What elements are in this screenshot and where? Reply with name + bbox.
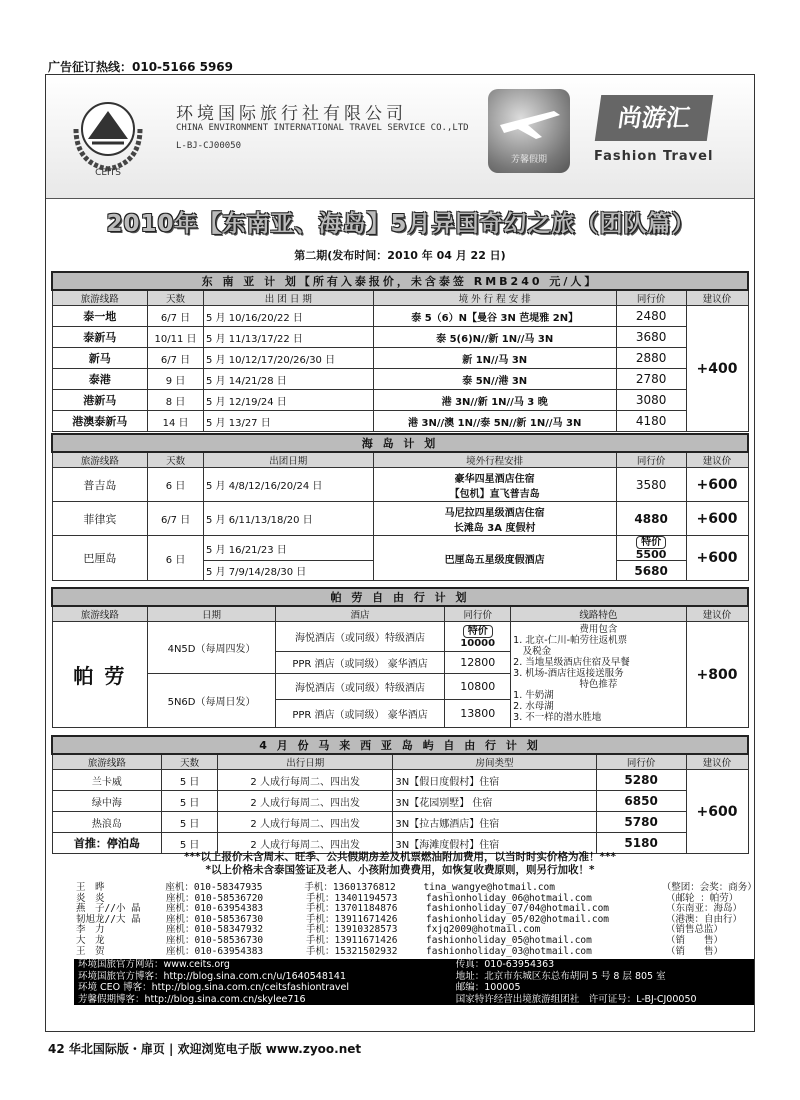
contact-row: 王 贺 座机：010-63954383 手机：15321502932 fashionholiday_03@hotmail.com （销 售） xyxy=(76,945,724,957)
email-link[interactable]: fashionholiday_07/04@hotmail.com xyxy=(426,903,610,915)
dates-cell: 5 月 13/27 日 xyxy=(204,411,374,432)
emblem-text: CEITS xyxy=(95,168,121,177)
feature-title-2: 特色推荐 xyxy=(579,679,618,690)
table-row xyxy=(52,369,748,390)
malaysia-table xyxy=(51,735,749,854)
contact-row: 李 力 座机：010-58347932 手机：13910328573 fxjq2009@hotmail.com （销售总监） xyxy=(76,924,724,936)
plan-cell: 巴厘岛五星级度假酒店 xyxy=(373,536,616,581)
col-dates: 出 团 日 期 xyxy=(204,290,374,306)
route-cell: 泰新马 xyxy=(52,327,148,348)
route-cell: 港澳泰新马 xyxy=(52,411,148,432)
col-days: 天数 xyxy=(148,290,204,306)
days-cell: 6/7 日 xyxy=(148,502,204,536)
island-table xyxy=(51,433,749,581)
table-row xyxy=(52,327,748,348)
fashion-logo-cn: 尚游汇 xyxy=(595,95,713,141)
dates-cell: 2 人成行每周二、四出发 xyxy=(218,770,393,791)
col-route: 旅游线路 xyxy=(52,452,148,468)
days-cell: 14 日 xyxy=(148,411,204,432)
route-cell: 帕 劳 xyxy=(52,622,148,728)
col-date: 日期 xyxy=(148,606,276,622)
ceo-blog-link[interactable]: 环境 CEO 博客：http://blog.sina.com.cn/ceitsfashiontravel xyxy=(78,982,350,993)
issue-date: 第二期(发布时间：2010 年 04 月 22 日) xyxy=(294,249,506,262)
suggest-cell: +600 xyxy=(686,770,748,854)
price-cell: 2880 xyxy=(616,348,686,369)
sea-header-row xyxy=(52,290,748,306)
route-cell: 普吉岛 xyxy=(52,468,148,502)
table-row xyxy=(52,348,748,369)
contact-list xyxy=(76,883,756,957)
hotel-cell: 海悦酒店（或同级）特级酒店 xyxy=(275,622,444,652)
col-route: 旅游线路 xyxy=(52,606,148,622)
col-suggest: 建议价 xyxy=(686,452,748,468)
days-cell: 5 日 xyxy=(162,791,218,812)
special-tag: 特价 xyxy=(463,625,493,638)
plan-cell: 新 1N//马 3N xyxy=(373,348,616,369)
page-title: 2010年【东南亚、海岛】5月异国奇幻之旅（团队篇） xyxy=(106,211,696,237)
palau-header-row xyxy=(52,606,748,622)
route-cell: 绿中海 xyxy=(52,791,162,812)
ceits-emblem-icon xyxy=(62,89,154,177)
col-suggest: 建议价 xyxy=(686,290,748,306)
feature-title: 费用包含 xyxy=(579,624,618,635)
sea-table xyxy=(51,271,749,432)
header-banner xyxy=(46,75,754,199)
suggest-cell: +800 xyxy=(686,622,748,728)
table-row xyxy=(52,468,748,502)
col-dates: 出团日期 xyxy=(204,452,374,468)
airplane-icon xyxy=(488,89,570,149)
col-price: 同行价 xyxy=(596,754,686,770)
route-cell: 菲律宾 xyxy=(52,502,148,536)
contact-row: 大 龙 座机：010-58536730 手机：13911671426 fashionholiday_05@hotmail.com （销 售） xyxy=(76,934,724,946)
table-row xyxy=(52,502,748,536)
company-name-cn: 环境国际旅行社有限公司 xyxy=(176,104,407,124)
days-cell: 5 日 xyxy=(162,833,218,854)
dates-cell: 5 月 14/21/28 日 xyxy=(204,369,374,390)
email-link[interactable]: fashionholiday_05/02@hotmail.com xyxy=(426,913,610,925)
email-link[interactable]: fashionholiday_05@hotmail.com xyxy=(426,934,592,946)
holiday-blog-link[interactable]: 芳馨假期博客：http://blog.sina.com.cn/skylee716 xyxy=(78,993,306,1005)
table-row xyxy=(52,306,748,327)
dates-cell: 5 月 12/19/24 日 xyxy=(204,390,374,411)
price-cell: 5780 xyxy=(596,812,686,833)
sea-section-title: 东 南 亚 计 划【所有入泰报价，未含泰签 RMB240 元/人】 xyxy=(52,272,748,290)
days-cell: 6/7 日 xyxy=(148,306,204,327)
company-license: L-BJ-CJ00050 xyxy=(176,141,242,151)
dates-cell: 5 月 4/8/12/16/20/24 日 xyxy=(204,468,374,502)
price-cell: 2780 xyxy=(616,369,686,390)
col-room: 房间类型 xyxy=(393,754,596,770)
island-section-title: 海 岛 计 划 xyxy=(52,434,748,452)
price-cell: 5680 xyxy=(616,561,686,581)
company-name-en: CHINA ENVIRONMENT INTERNATIONAL TRAVEL SERVICE CO.,LTD xyxy=(176,123,469,133)
route-cell: 泰一地 xyxy=(52,306,148,327)
days-cell: 6 日 xyxy=(148,468,204,502)
malaysia-section-title: 4 月 份 马 来 西 亚 岛 屿 自 由 行 计 划 xyxy=(52,736,748,754)
price-cell: 3580 xyxy=(616,468,686,502)
col-days: 天数 xyxy=(162,754,218,770)
price-cell: 3080 xyxy=(616,390,686,411)
contact-row: 炎 炎 座机：010-58536720 手机：13401194573 fashionholiday_06@hotmail.com （邮轮 ：帕劳） xyxy=(76,892,739,904)
email-link[interactable]: fashionholiday_03@hotmail.com xyxy=(426,945,592,957)
price-cell: 12800 xyxy=(445,652,511,674)
ad-hotline: 广告征订热线：010-5166 5969 xyxy=(48,60,234,74)
dates-cell: 5 月 16/21/23 日 xyxy=(204,536,374,561)
hotel-cell: 海悦酒店（或同级）特级酒店 xyxy=(275,674,444,700)
email-link[interactable]: fxjq2009@hotmail.com xyxy=(426,924,541,936)
palau-section-title: 帕 劳 自 由 行 计 划 xyxy=(52,588,748,606)
date-cell: 5N6D（每周日发） xyxy=(148,674,276,728)
col-price: 同行价 xyxy=(445,606,511,622)
days-cell: 5 日 xyxy=(162,812,218,833)
price-cell: 5280 xyxy=(596,770,686,791)
price-cell: 10800 xyxy=(445,674,511,700)
fax-text: 传真：010-63954363 xyxy=(455,959,555,970)
dates-cell: 2 人成行每周二、四出发 xyxy=(218,812,393,833)
col-route: 旅游线路 xyxy=(52,754,162,770)
route-cell: 新马 xyxy=(52,348,148,369)
holiday-badge-logo xyxy=(488,89,570,173)
route-cell: 巴厘岛 xyxy=(52,536,148,581)
col-suggest: 建议价 xyxy=(686,754,748,770)
route-cell: 港新马 xyxy=(52,390,148,411)
col-plan: 境外行程安排 xyxy=(373,452,616,468)
plan-cell: 泰 5(6)N//新 1N//马 3N xyxy=(373,327,616,348)
dates-cell: 5 月 6/11/13/18/20 日 xyxy=(204,502,374,536)
col-hotel: 酒店 xyxy=(275,606,444,622)
dates-cell: 5 月 10/12/17/20/26/30 日 xyxy=(204,348,374,369)
price-cell: 5180 xyxy=(596,833,686,854)
contact-row: 燕 子//小 晶 座机：010-63954383 手机：13701184876 fashionholiday_07/04@hotmail.com （东南亚：海岛） xyxy=(76,903,743,915)
suggest-cell: +600 xyxy=(686,536,748,581)
route-cell: 泰港 xyxy=(52,369,148,390)
address-text: 地址：北京市东城区东总布胡同 5 号 8 层 805 室 xyxy=(455,970,666,982)
table-row xyxy=(52,791,748,812)
route-cell: 兰卡威 xyxy=(52,770,162,791)
dates-cell: 5 月 11/13/17/22 日 xyxy=(204,327,374,348)
room-cell: 3N【海滩度假村】住宿 xyxy=(393,833,596,854)
col-suggest: 建议价 xyxy=(686,606,748,622)
feature-cell: 费用包含 1. 北京-仁川-帕劳往返机票 及税金 2. 当地星级酒店住宿及早餐 3. 机场-酒店往返接送服务 特色推荐 1. 牛奶湖 2. 水母湖 3. 不一样的潜水胜地 xyxy=(511,622,686,728)
room-cell: 3N【拉古娜酒店】住宿 xyxy=(393,812,596,833)
plan-cell: 泰 5N//港 3N xyxy=(373,369,616,390)
plan-cell: 豪华四星酒店住宿 【包机】直飞普吉岛 xyxy=(373,468,616,502)
price-cell: 特价 10000 xyxy=(445,622,511,652)
page-footer: 42 华北国际版・扉页 | 欢迎浏览电子版 www.zyoo.net xyxy=(48,1042,362,1056)
dates-cell: 5 月 10/16/20/22 日 xyxy=(204,306,374,327)
flyer-frame xyxy=(45,74,755,1032)
fashion-logo-en: Fashion Travel xyxy=(594,149,714,164)
email-link[interactable]: fashionholiday_06@hotmail.com xyxy=(426,892,592,904)
days-cell: 10/11 日 xyxy=(148,327,204,348)
plan-cell: 港 3N//澳 1N//泰 5N//新 1N//马 3N xyxy=(373,411,616,432)
hotel-cell: PPR 酒店（或同级） 豪华酒店 xyxy=(275,652,444,674)
table-row xyxy=(52,622,748,652)
table-row xyxy=(52,411,748,432)
days-cell: 6 日 xyxy=(148,536,204,581)
plan-cell: 港 3N//新 1N//马 3 晚 xyxy=(373,390,616,411)
hotel-cell: PPR 酒店（或同级） 豪华酒店 xyxy=(275,700,444,728)
table-row xyxy=(52,770,748,791)
col-route: 旅游线路 xyxy=(52,290,148,306)
email-link[interactable]: tina_wangye@hotmail.com xyxy=(423,882,555,893)
contact-row: 王 晔 座机：010-58347935 手机：13601376812 tina_wangye@hotmail.com （整团：会奖：商务） xyxy=(76,882,757,893)
postcode-text: 邮编：100005 xyxy=(455,982,521,993)
col-price: 同行价 xyxy=(616,290,686,306)
table-row xyxy=(52,812,748,833)
route-cell: 热浪岛 xyxy=(52,812,162,833)
room-cell: 3N【花园别墅】 住宿 xyxy=(393,791,596,812)
special-tag: 特价 xyxy=(636,536,666,549)
days-cell: 9 日 xyxy=(148,369,204,390)
col-dates: 出行日期 xyxy=(218,754,393,770)
suggest-cell: +400 xyxy=(686,306,748,432)
holiday-badge-text: 芳馨假期 xyxy=(510,155,547,165)
malaysia-header-row xyxy=(52,754,748,770)
table-row xyxy=(52,536,748,561)
price-cell: 6850 xyxy=(596,791,686,812)
price-cell: 4880 xyxy=(616,502,686,536)
palau-table xyxy=(51,587,749,728)
room-cell: 3N【假日度假村】住宿 xyxy=(393,770,596,791)
island-header-row xyxy=(52,452,748,468)
col-days: 天数 xyxy=(148,452,204,468)
dates-cell: 5 月 7/9/14/28/30 日 xyxy=(204,561,374,581)
price-cell: 2480 xyxy=(616,306,686,327)
route-cell: 首推：停泊岛 xyxy=(52,833,162,854)
days-cell: 6/7 日 xyxy=(148,348,204,369)
price-cell: 4180 xyxy=(616,411,686,432)
website-link[interactable]: 环境国旅官方网站：www.ceits.org xyxy=(78,959,230,970)
footer-info-bar xyxy=(74,959,754,1005)
dates-cell: 2 人成行每周二、四出发 xyxy=(218,791,393,812)
price-cell: 3680 xyxy=(616,327,686,348)
price-cell: 13800 xyxy=(445,700,511,728)
fashion-travel-logo xyxy=(590,89,720,179)
license-text: 国家特许经营出境旅游组团社 许可证号：L-BJ-CJ00050 xyxy=(455,993,697,1005)
plan-cell: 马尼拉四星级酒店住宿 长滩岛 3A 度假村 xyxy=(373,502,616,536)
date-cell: 4N5D（每周四发） xyxy=(148,622,276,674)
dates-cell: 2 人成行每周二、四出发 xyxy=(218,833,393,854)
days-cell: 8 日 xyxy=(148,390,204,411)
suggest-cell: +600 xyxy=(686,468,748,502)
price-cell: 特价 5500 xyxy=(616,536,686,561)
suggest-cell: +600 xyxy=(686,502,748,536)
table-row xyxy=(52,390,748,411)
contact-row: 韧旭龙//大 晶 座机：010-58536730 手机：13911671426 fashionholiday_05/02@hotmail.com （港澳：自由行） xyxy=(76,913,743,925)
days-cell: 5 日 xyxy=(162,770,218,791)
plan-cell: 泰 5（6）N【曼谷 3N 芭堤雅 2N】 xyxy=(373,306,616,327)
blog-link[interactable]: 环境国旅官方博客：http://blog.sina.com.cn/u/1640548141 xyxy=(78,970,347,982)
col-plan: 境 外 行 程 安 排 xyxy=(373,290,616,306)
col-price: 同行价 xyxy=(616,452,686,468)
col-feature: 线路特色 xyxy=(511,606,686,622)
price-notes: ***以上报价未含周末、旺季、公共假期房差及机票燃油附加费用，以当时时实价格为准！*** *以上价格未含泰国签证及老人、小孩附加费费用，如恢复收费原则，则另行加收！* xyxy=(184,851,616,876)
